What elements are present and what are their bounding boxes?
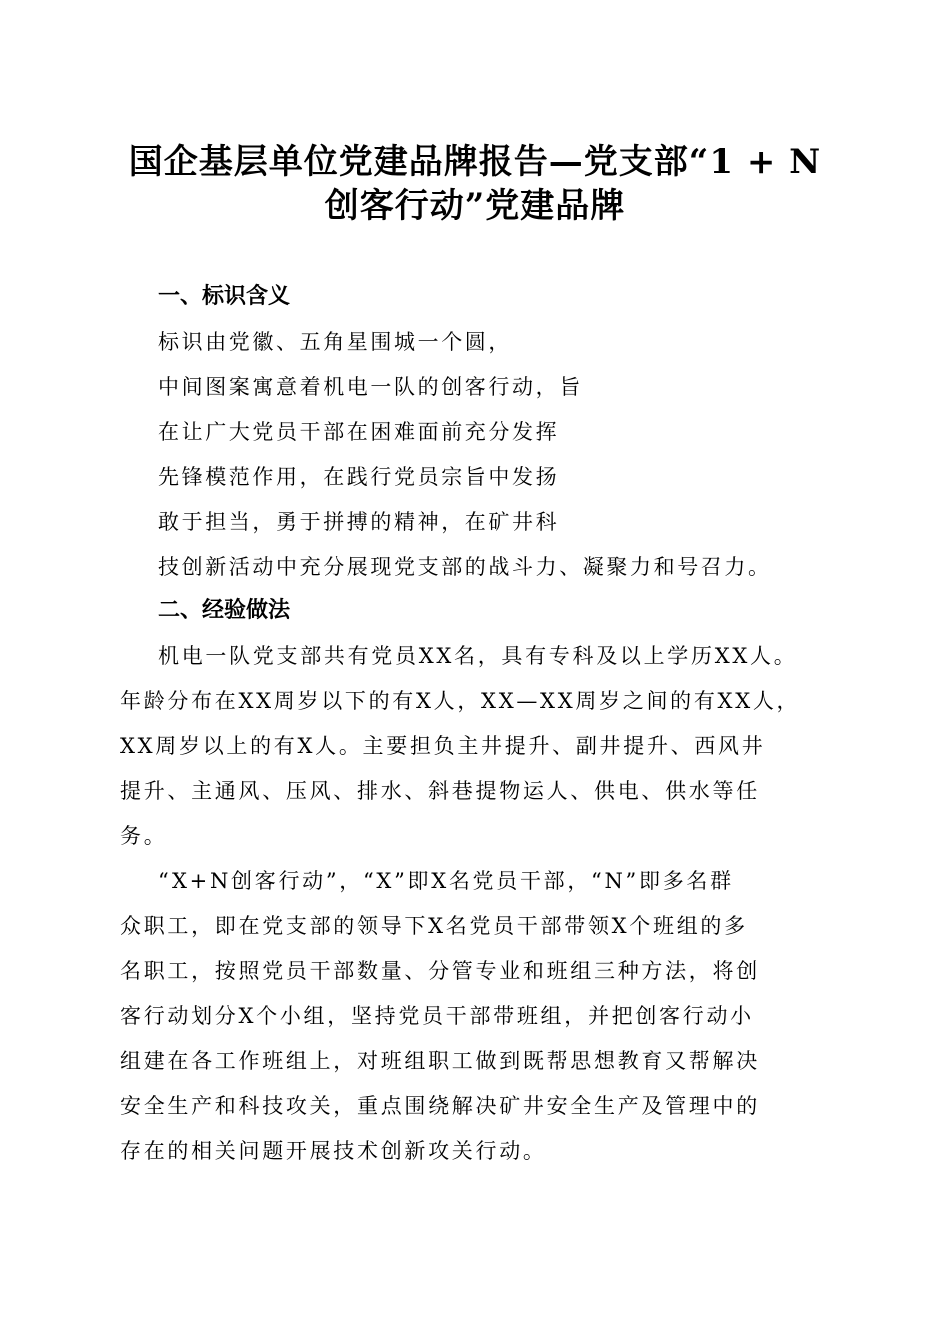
title-line-2: 创客行动”党建品牌 [324, 186, 626, 226]
paragraph2-line-4: 客行动划分X个小组，坚持党员干部带班组，并把创客行动小 [120, 1004, 754, 1028]
paragraph2-line-2: 众职工，即在党支部的领导下X名党员干部带领X个班组的多 [120, 914, 748, 938]
section1-line-4: 先锋模范作用，在践行党员宗旨中发扬 [158, 465, 560, 489]
section1-line-5: 敢于担当，勇于拼搏的精神，在矿井科 [158, 510, 560, 534]
paragraph1-line-4: 提升、主通风、压风、排水、斜巷提物运人、供电、供水等任 [120, 779, 760, 803]
paragraph1-line-3: XX周岁以上的有X人。主要担负主井提升、副井提升、西风井 [120, 734, 766, 758]
document-title [110, 140, 840, 228]
section-heading-logo-meaning: 一、标识含义 [158, 284, 291, 309]
section1-line-2: 中间图案寓意着机电一队的创客行动，旨 [158, 375, 583, 399]
paragraph1-line-1: 机电一队党支部共有党员XX名，具有专科及以上学历XX人。 [158, 644, 798, 668]
paragraph1-line-5: 务。 [120, 824, 168, 848]
title-line-1: 国企基层单位党建品牌报告—党支部“1 + N [128, 142, 822, 182]
section1-line-6: 技创新活动中充分展现党支部的战斗力、凝聚力和号召力。 [158, 555, 772, 579]
paragraph2-line-7: 存在的相关问题开展技术创新攻关行动。 [120, 1139, 547, 1163]
paragraph2-line-1: “X+N创客行动”，“X”即X名党员干部，“N”即多名群 [158, 869, 734, 893]
paragraph2-line-3: 名职工，按照党员干部数量、分管专业和班组三种方法，将创 [120, 959, 760, 983]
paragraph2-line-5: 组建在各工作班组上，对班组职工做到既帮思想教育又帮解决 [120, 1049, 760, 1073]
section1-line-1: 标识由党徽、五角星围城一个圆， [158, 330, 512, 354]
section1-line-3: 在让广大党员干部在困难面前充分发挥 [158, 420, 560, 444]
section-heading-experience: 二、经验做法 [158, 598, 291, 623]
paragraph2-line-6: 安全生产和科技攻关，重点围绕解决矿井安全生产及管理中的 [120, 1094, 760, 1118]
paragraph1-line-2: 年龄分布在XX周岁以下的有X人，XX—XX周岁之间的有XX人， [120, 689, 801, 713]
